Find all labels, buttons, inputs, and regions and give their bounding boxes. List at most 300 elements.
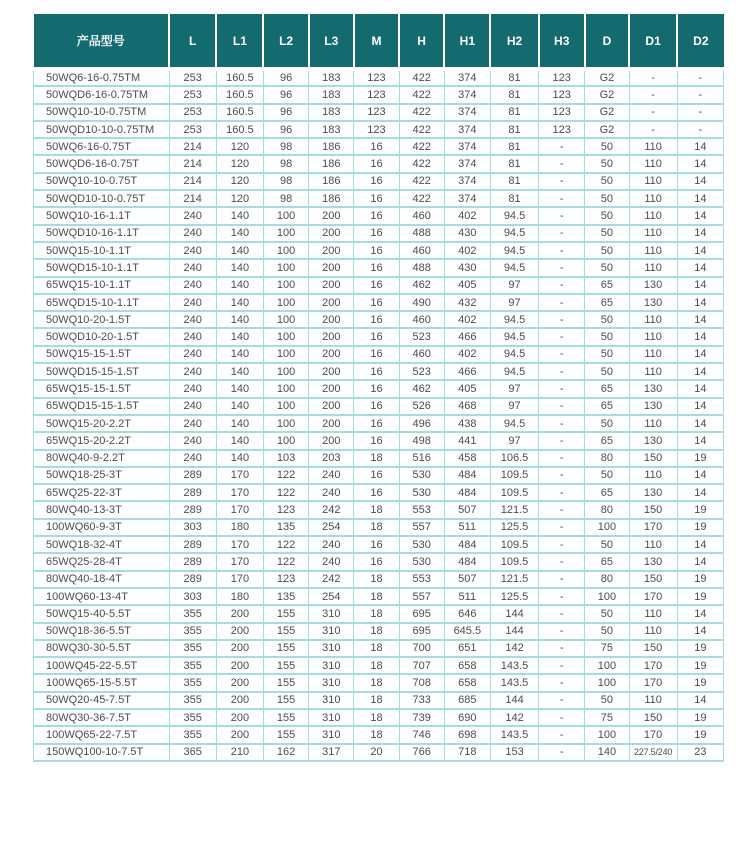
cell-H2: 121.5 [490, 571, 538, 588]
cell-H1: 374 [444, 104, 490, 121]
cell-D: 75 [585, 709, 629, 726]
cell-L3: 310 [309, 674, 354, 691]
cell-D1: 110 [629, 138, 677, 155]
cell-L3: 183 [309, 104, 354, 121]
cell-H1: 484 [444, 467, 490, 484]
cell-M: 16 [354, 346, 399, 363]
cell-L: 240 [169, 259, 216, 276]
cell-D1: 110 [629, 363, 677, 380]
cell-L1: 200 [216, 674, 263, 691]
cell-L3: 200 [309, 294, 354, 311]
table-row [34, 242, 724, 259]
cell-H: 695 [399, 623, 444, 640]
cell-model: 100WQ60-13-4T [34, 588, 170, 605]
cell-D1: 150 [629, 450, 677, 467]
cell-D: G2 [585, 121, 629, 138]
cell-D2: 14 [677, 363, 723, 380]
cell-H2: 143.5 [490, 657, 538, 674]
cell-D: G2 [585, 104, 629, 121]
column-header-H1: H1 [444, 14, 490, 69]
cell-model: 50WQD10-10-0.75TM [34, 121, 170, 138]
cell-L: 355 [169, 674, 216, 691]
cell-D2: 14 [677, 398, 723, 415]
cell-D1: 130 [629, 398, 677, 415]
cell-L3: 200 [309, 242, 354, 259]
cell-H: 422 [399, 138, 444, 155]
cell-L2: 155 [263, 726, 308, 743]
cell-L2: 100 [263, 328, 308, 345]
cell-D: 50 [585, 311, 629, 328]
cell-model: 50WQ15-10-1.1T [34, 242, 170, 259]
cell-L2: 100 [263, 294, 308, 311]
cell-L3: 183 [309, 69, 354, 86]
column-header-H3: H3 [539, 14, 585, 69]
cell-H3: - [539, 242, 585, 259]
cell-H1: 484 [444, 536, 490, 553]
cell-D: 65 [585, 294, 629, 311]
cell-M: 16 [354, 242, 399, 259]
cell-D2: 19 [677, 519, 723, 536]
cell-model: 100WQ65-22-7.5T [34, 726, 170, 743]
cell-M: 16 [354, 415, 399, 432]
cell-M: 16 [354, 311, 399, 328]
cell-L: 355 [169, 657, 216, 674]
cell-model: 50WQ10-10-0.75T [34, 173, 170, 190]
cell-L: 240 [169, 311, 216, 328]
cell-L3: 242 [309, 501, 354, 518]
cell-model: 50WQD10-20-1.5T [34, 328, 170, 345]
cell-M: 16 [354, 173, 399, 190]
cell-D1: 110 [629, 190, 677, 207]
cell-L2: 100 [263, 207, 308, 224]
cell-D: 75 [585, 640, 629, 657]
cell-M: 18 [354, 623, 399, 640]
cell-L1: 200 [216, 657, 263, 674]
cell-model: 50WQ15-20-2.2T [34, 415, 170, 432]
cell-H3: - [539, 398, 585, 415]
cell-H3: - [539, 190, 585, 207]
cell-model: 50WQ18-25-3T [34, 467, 170, 484]
cell-H1: 405 [444, 277, 490, 294]
cell-L: 355 [169, 709, 216, 726]
table-row [34, 155, 724, 172]
cell-D1: 110 [629, 346, 677, 363]
cell-model: 65WQ25-28-4T [34, 553, 170, 570]
cell-H: 530 [399, 536, 444, 553]
column-header-D2: D2 [677, 14, 723, 69]
column-header-H2: H2 [490, 14, 538, 69]
cell-H2: 94.5 [490, 346, 538, 363]
cell-H2: 144 [490, 692, 538, 709]
cell-L3: 200 [309, 398, 354, 415]
cell-L1: 200 [216, 692, 263, 709]
cell-H: 422 [399, 69, 444, 86]
cell-L3: 310 [309, 640, 354, 657]
table-row [34, 207, 724, 224]
table-row [34, 86, 724, 103]
cell-L1: 140 [216, 242, 263, 259]
cell-H: 422 [399, 104, 444, 121]
cell-H2: 121.5 [490, 501, 538, 518]
cell-L: 355 [169, 692, 216, 709]
cell-L3: 310 [309, 623, 354, 640]
cell-L1: 180 [216, 588, 263, 605]
cell-H2: 109.5 [490, 467, 538, 484]
cell-H2: 153 [490, 744, 538, 761]
cell-D1: 110 [629, 173, 677, 190]
column-header-L1: L1 [216, 14, 263, 69]
cell-L1: 140 [216, 207, 263, 224]
table-row [34, 380, 724, 397]
cell-H: 460 [399, 311, 444, 328]
cell-H1: 374 [444, 86, 490, 103]
cell-L3: 254 [309, 519, 354, 536]
table-row [34, 138, 724, 155]
cell-H2: 94.5 [490, 328, 538, 345]
cell-L: 289 [169, 484, 216, 501]
cell-D1: 130 [629, 380, 677, 397]
cell-H: 462 [399, 380, 444, 397]
cell-D2: 19 [677, 674, 723, 691]
cell-D2: - [677, 121, 723, 138]
table-row [34, 484, 724, 501]
cell-L3: 200 [309, 380, 354, 397]
cell-L: 303 [169, 519, 216, 536]
cell-model: 50WQ18-36-5.5T [34, 623, 170, 640]
cell-M: 16 [354, 328, 399, 345]
header-row [34, 14, 724, 69]
cell-model: 50WQ6-16-0.75TM [34, 69, 170, 86]
table-row [34, 501, 724, 518]
cell-H1: 432 [444, 294, 490, 311]
table-body [34, 69, 724, 761]
cell-L3: 200 [309, 432, 354, 449]
cell-model: 80WQ30-30-5.5T [34, 640, 170, 657]
cell-L1: 140 [216, 346, 263, 363]
cell-L1: 210 [216, 744, 263, 761]
cell-L2: 100 [263, 242, 308, 259]
cell-H1: 651 [444, 640, 490, 657]
cell-L3: 200 [309, 311, 354, 328]
cell-D2: 19 [677, 726, 723, 743]
cell-L3: 240 [309, 536, 354, 553]
product-spec-table [33, 14, 724, 762]
table-row [34, 640, 724, 657]
cell-H1: 645.5 [444, 623, 490, 640]
cell-H: 557 [399, 588, 444, 605]
cell-H2: 94.5 [490, 225, 538, 242]
cell-H3: - [539, 588, 585, 605]
cell-H2: 94.5 [490, 415, 538, 432]
cell-L1: 120 [216, 155, 263, 172]
cell-D: 50 [585, 536, 629, 553]
table-row [34, 657, 724, 674]
table-row [34, 398, 724, 415]
cell-M: 18 [354, 501, 399, 518]
cell-H3: - [539, 709, 585, 726]
cell-L1: 140 [216, 450, 263, 467]
cell-H1: 468 [444, 398, 490, 415]
table-row [34, 605, 724, 622]
cell-H2: 81 [490, 155, 538, 172]
table-row [34, 311, 724, 328]
cell-D2: 14 [677, 484, 723, 501]
cell-D1: 227.5/240 [629, 744, 677, 761]
cell-M: 16 [354, 207, 399, 224]
cell-H: 422 [399, 190, 444, 207]
cell-D: 65 [585, 432, 629, 449]
table-row [34, 467, 724, 484]
cell-L2: 100 [263, 380, 308, 397]
cell-D1: 110 [629, 467, 677, 484]
cell-L1: 140 [216, 328, 263, 345]
cell-L2: 155 [263, 605, 308, 622]
cell-L: 253 [169, 86, 216, 103]
cell-L2: 135 [263, 588, 308, 605]
cell-L: 240 [169, 225, 216, 242]
cell-D2: 14 [677, 277, 723, 294]
cell-L1: 170 [216, 467, 263, 484]
cell-H3: - [539, 173, 585, 190]
cell-D2: 19 [677, 657, 723, 674]
column-header-model: 产品型号 [34, 14, 170, 69]
cell-L1: 140 [216, 225, 263, 242]
cell-H3: - [539, 277, 585, 294]
cell-H3: - [539, 380, 585, 397]
cell-L1: 170 [216, 501, 263, 518]
table-row [34, 104, 724, 121]
cell-D2: 14 [677, 553, 723, 570]
cell-H2: 97 [490, 277, 538, 294]
cell-H2: 81 [490, 69, 538, 86]
cell-L: 240 [169, 432, 216, 449]
cell-D: 65 [585, 277, 629, 294]
cell-H: 498 [399, 432, 444, 449]
cell-H3: - [539, 207, 585, 224]
cell-D1: 170 [629, 657, 677, 674]
cell-H2: 142 [490, 640, 538, 657]
cell-D: 100 [585, 519, 629, 536]
cell-H3: - [539, 155, 585, 172]
cell-model: 50WQ6-16-0.75T [34, 138, 170, 155]
cell-D2: 14 [677, 311, 723, 328]
cell-L2: 155 [263, 692, 308, 709]
cell-D: 80 [585, 501, 629, 518]
cell-H2: 109.5 [490, 484, 538, 501]
cell-M: 16 [354, 294, 399, 311]
cell-D2: 14 [677, 173, 723, 190]
cell-H2: 97 [490, 432, 538, 449]
cell-model: 50WQD6-16-0.75TM [34, 86, 170, 103]
cell-H1: 405 [444, 380, 490, 397]
cell-M: 18 [354, 674, 399, 691]
cell-H: 553 [399, 571, 444, 588]
cell-L3: 200 [309, 259, 354, 276]
cell-H: 523 [399, 328, 444, 345]
cell-L1: 170 [216, 571, 263, 588]
cell-M: 123 [354, 69, 399, 86]
cell-model: 65WQ15-20-2.2T [34, 432, 170, 449]
cell-L3: 240 [309, 484, 354, 501]
cell-D: G2 [585, 86, 629, 103]
cell-H: 733 [399, 692, 444, 709]
cell-L3: 310 [309, 657, 354, 674]
cell-H: 530 [399, 553, 444, 570]
cell-L: 240 [169, 242, 216, 259]
cell-M: 18 [354, 640, 399, 657]
cell-L1: 160.5 [216, 121, 263, 138]
table-header [34, 14, 724, 69]
cell-H: 488 [399, 225, 444, 242]
cell-M: 18 [354, 450, 399, 467]
cell-L1: 160.5 [216, 104, 263, 121]
cell-H2: 94.5 [490, 363, 538, 380]
cell-H1: 646 [444, 605, 490, 622]
cell-H2: 109.5 [490, 536, 538, 553]
cell-H3: - [539, 294, 585, 311]
cell-H3: - [539, 726, 585, 743]
cell-H: 422 [399, 86, 444, 103]
cell-D1: - [629, 86, 677, 103]
cell-L: 355 [169, 640, 216, 657]
cell-D2: 19 [677, 450, 723, 467]
cell-L: 289 [169, 467, 216, 484]
cell-model: 50WQ10-10-0.75TM [34, 104, 170, 121]
cell-D2: 14 [677, 259, 723, 276]
cell-D1: 150 [629, 571, 677, 588]
table-row [34, 450, 724, 467]
cell-L3: 200 [309, 207, 354, 224]
cell-H3: - [539, 744, 585, 761]
table-row [34, 674, 724, 691]
cell-L: 240 [169, 207, 216, 224]
cell-D: 50 [585, 605, 629, 622]
cell-D: 50 [585, 328, 629, 345]
cell-D2: 14 [677, 242, 723, 259]
cell-L3: 200 [309, 346, 354, 363]
cell-H3: - [539, 138, 585, 155]
cell-L2: 122 [263, 484, 308, 501]
cell-L2: 100 [263, 432, 308, 449]
cell-D1: 110 [629, 311, 677, 328]
cell-H3: - [539, 692, 585, 709]
cell-H2: 94.5 [490, 259, 538, 276]
cell-L1: 200 [216, 726, 263, 743]
cell-L3: 317 [309, 744, 354, 761]
cell-L1: 140 [216, 277, 263, 294]
cell-L2: 100 [263, 363, 308, 380]
cell-D1: 150 [629, 501, 677, 518]
cell-D2: 14 [677, 605, 723, 622]
cell-H3: - [539, 311, 585, 328]
cell-H3: - [539, 553, 585, 570]
cell-L3: 186 [309, 138, 354, 155]
cell-H2: 106.5 [490, 450, 538, 467]
cell-model: 50WQ20-45-7.5T [34, 692, 170, 709]
cell-H: 490 [399, 294, 444, 311]
cell-L2: 100 [263, 415, 308, 432]
cell-D: 80 [585, 571, 629, 588]
cell-D2: 19 [677, 640, 723, 657]
cell-D2: 14 [677, 207, 723, 224]
cell-L2: 98 [263, 190, 308, 207]
cell-M: 123 [354, 86, 399, 103]
cell-L: 289 [169, 571, 216, 588]
cell-L2: 100 [263, 259, 308, 276]
cell-L1: 170 [216, 553, 263, 570]
cell-H: 526 [399, 398, 444, 415]
table-row [34, 726, 724, 743]
cell-L: 214 [169, 138, 216, 155]
cell-L: 355 [169, 726, 216, 743]
cell-L2: 135 [263, 519, 308, 536]
cell-H1: 402 [444, 207, 490, 224]
cell-D2: 14 [677, 692, 723, 709]
cell-H2: 143.5 [490, 674, 538, 691]
cell-H2: 94.5 [490, 242, 538, 259]
cell-D1: - [629, 69, 677, 86]
cell-H2: 81 [490, 190, 538, 207]
cell-D1: 110 [629, 242, 677, 259]
cell-M: 16 [354, 277, 399, 294]
cell-L2: 100 [263, 311, 308, 328]
cell-D1: 110 [629, 536, 677, 553]
cell-model: 50WQD10-16-1.1T [34, 225, 170, 242]
cell-M: 16 [354, 553, 399, 570]
cell-H3: - [539, 501, 585, 518]
cell-L2: 155 [263, 640, 308, 657]
cell-H2: 144 [490, 605, 538, 622]
cell-H1: 458 [444, 450, 490, 467]
cell-H1: 402 [444, 242, 490, 259]
cell-L: 240 [169, 277, 216, 294]
cell-model: 50WQ15-15-1.5T [34, 346, 170, 363]
cell-M: 16 [354, 380, 399, 397]
cell-D1: - [629, 104, 677, 121]
cell-D: 50 [585, 242, 629, 259]
cell-model: 50WQ15-40-5.5T [34, 605, 170, 622]
cell-D: 100 [585, 588, 629, 605]
cell-D: 50 [585, 415, 629, 432]
cell-H: 516 [399, 450, 444, 467]
cell-D: G2 [585, 69, 629, 86]
table-row [34, 190, 724, 207]
column-header-L3: L3 [309, 14, 354, 69]
cell-H2: 125.5 [490, 588, 538, 605]
cell-model: 80WQ40-9-2.2T [34, 450, 170, 467]
cell-M: 18 [354, 726, 399, 743]
cell-L3: 183 [309, 86, 354, 103]
cell-M: 16 [354, 259, 399, 276]
cell-L3: 200 [309, 363, 354, 380]
cell-D: 50 [585, 259, 629, 276]
cell-H: 496 [399, 415, 444, 432]
table-row [34, 519, 724, 536]
cell-M: 16 [354, 138, 399, 155]
cell-D2: 14 [677, 155, 723, 172]
cell-M: 16 [354, 484, 399, 501]
cell-H: 523 [399, 363, 444, 380]
cell-D1: 110 [629, 225, 677, 242]
cell-D: 50 [585, 207, 629, 224]
cell-H1: 430 [444, 259, 490, 276]
cell-L1: 200 [216, 605, 263, 622]
cell-H1: 374 [444, 138, 490, 155]
cell-L3: 310 [309, 605, 354, 622]
cell-H1: 685 [444, 692, 490, 709]
table-row [34, 259, 724, 276]
cell-H2: 81 [490, 121, 538, 138]
